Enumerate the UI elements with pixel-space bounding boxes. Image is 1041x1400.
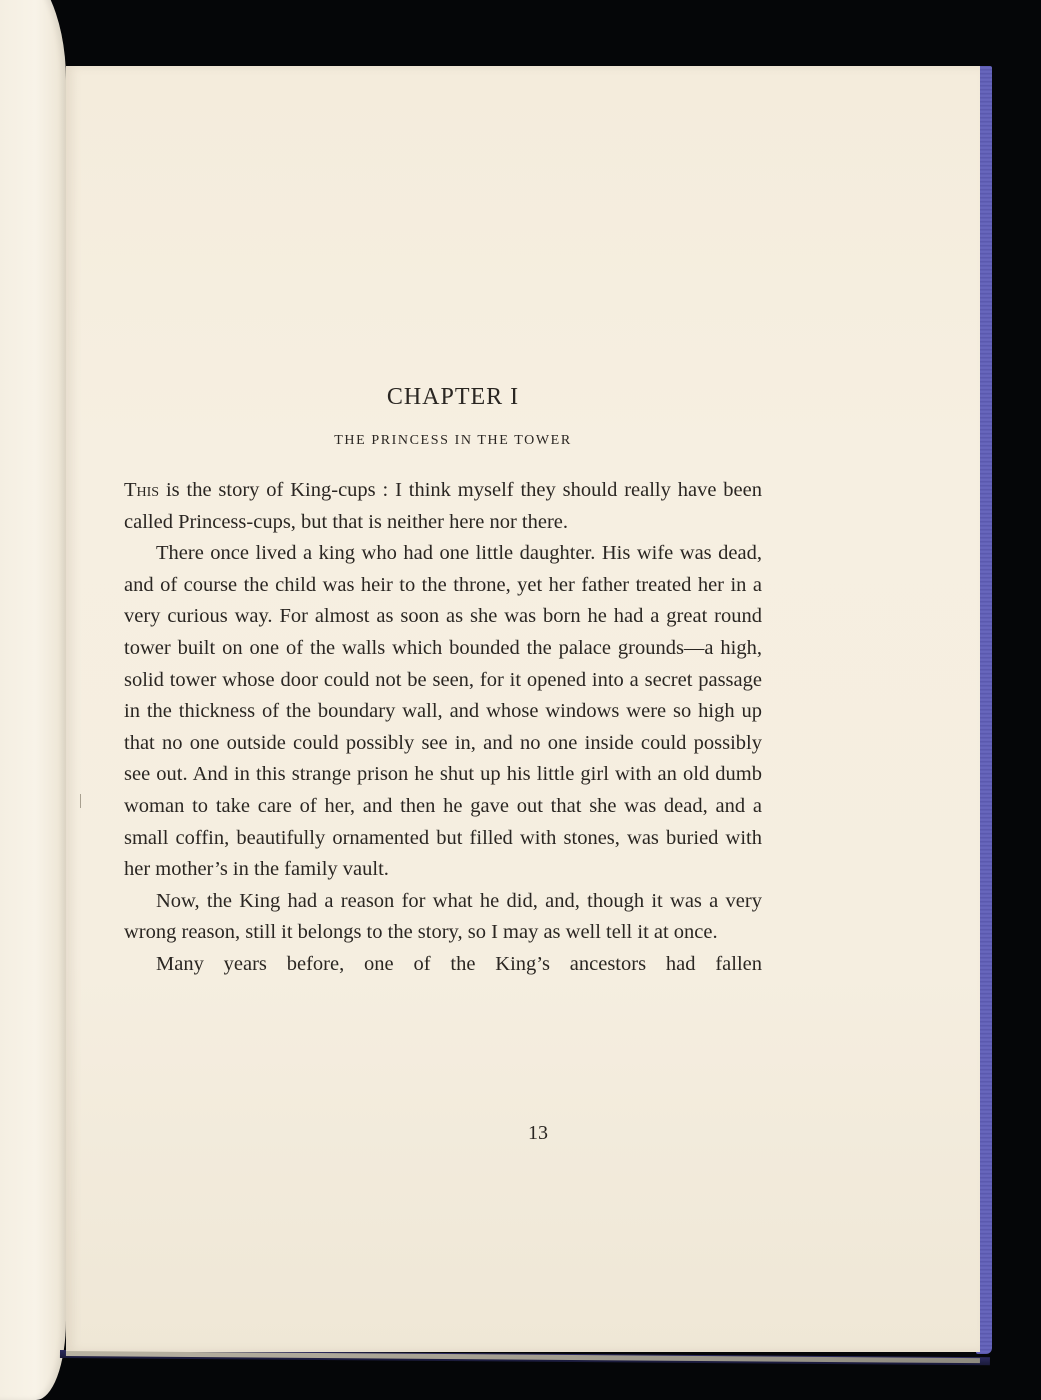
paragraph-1	[124, 475, 762, 538]
margin-pencil-mark	[80, 794, 81, 808]
chapter-title: CHAPTER I	[386, 384, 520, 410]
left-page-edge	[0, 0, 66, 1400]
paragraph-1-text: is the story of King-cups : I think myself they should really have been called Princess-cups, but that is neither here nor there.	[124, 479, 762, 533]
page-number: 13	[528, 1122, 548, 1144]
book-page	[66, 66, 980, 1352]
chapter-subtitle: THE PRINCESS IN THE TOWER	[334, 433, 572, 448]
paragraph-4: Many years before, one of the King’s ancestors had fallen	[156, 952, 762, 975]
paragraph-2: There once lived a king who had one little daughter. His wife was dead, and of course the child was heir to the throne, yet her father treated her in a very curious way. For almost as soon as she was born he had a great round tower built on one of the walls which bounded the palace grounds—a high, solid tower whose door could not be seen, for it opened into a secret passage in the thickness of the boundary wall, and whose windows were so high up that no one outside could possibly see in, and no one inside could possibly see out. And in this strange prison he shut up his little girl with an old dumb woman to take care of her, and then he gave out that she was dead, and a small coffin, beautifully ornamented but filled with stones, was buried with her mother’s in the family vault.	[124, 542, 762, 881]
paragraph-3: Now, the King had a reason for what he did, and, though it was a very wrong reason, still it belongs to the story, so I may as well tell it at once.	[124, 889, 762, 944]
page-text-block	[124, 384, 762, 981]
paragraph-lead-smallcaps: This	[124, 479, 160, 501]
